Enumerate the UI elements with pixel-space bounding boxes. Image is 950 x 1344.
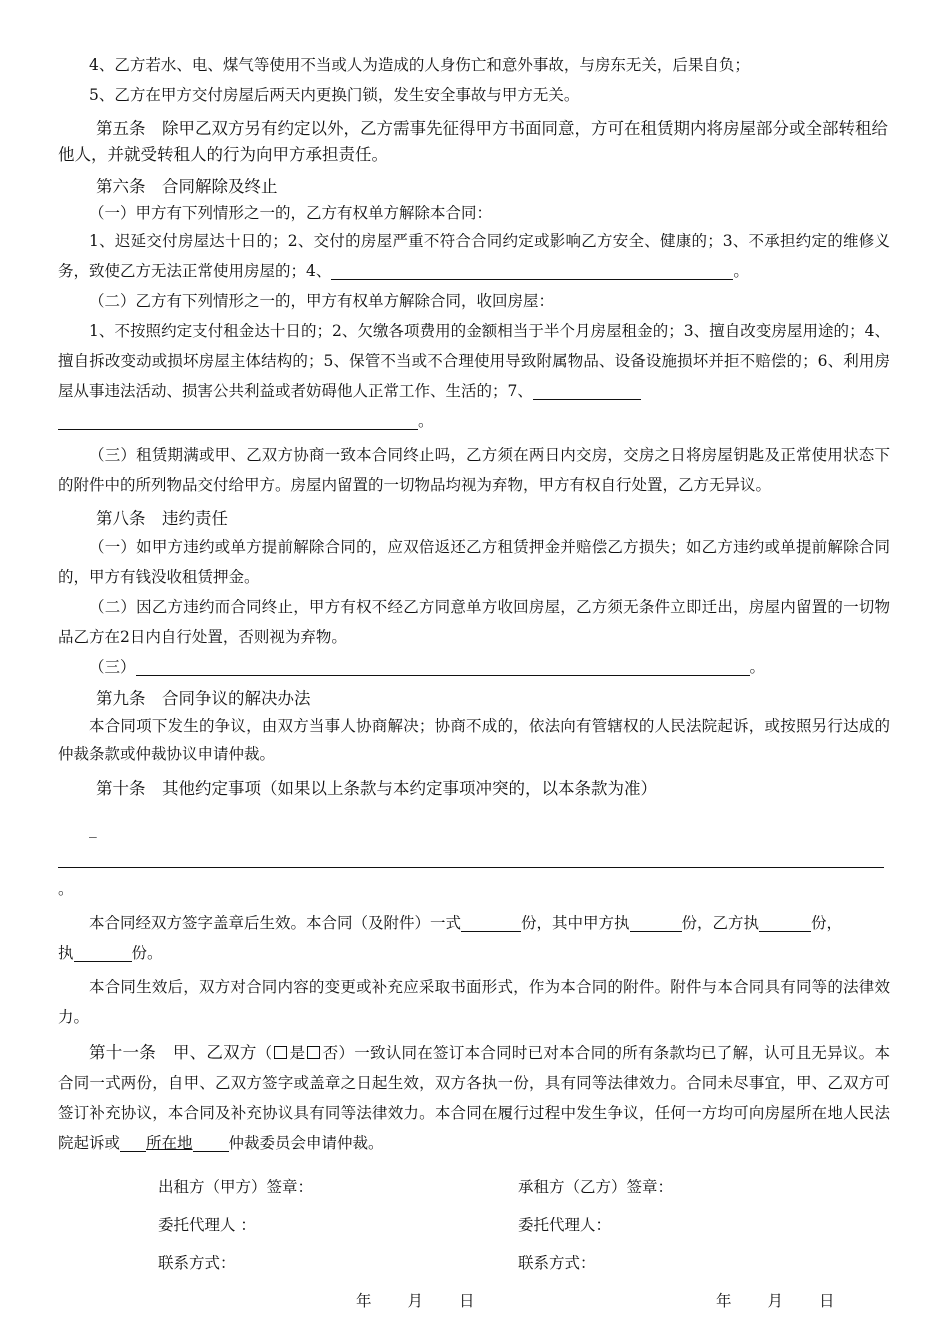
blank-line <box>331 261 733 280</box>
blank-line <box>461 913 521 932</box>
amendment-clause: 本合同生效后，双方对合同内容的变更或补充应采取书面形式，作为本合同的附件。附件与本合同具有同等的法律效力。 <box>58 978 890 1026</box>
lessor-agent-label: 委托代理人 ： <box>158 1216 256 1234</box>
article-6-section-2-text: 1、不按照约定支付租金达十日的；2、欠缴各项费用的金额相当于半个月房屋租金的；3、擅自改变房屋用途的；4、擅自拆改变动或损坏房屋主体结构的；5、保管不当或不合理使用导致附属物品、设备设施损坏并拒不赔偿的；6、利用房屋从事违法活动、损害公共利益或者妨碍他人正常工作、生活的；7、 。 <box>58 322 890 430</box>
signature-row <box>58 1168 890 1206</box>
agent-row <box>58 1206 890 1244</box>
article-5: 第五条 除甲乙双方另有约定以外，乙方需事先征得甲方书面同意，方可在租赁期内将房屋部分或全部转租给他人，并就受转租人的行为向甲方承担责任。 <box>58 119 888 164</box>
lessee-agent-label: 委托代理人： <box>518 1216 612 1234</box>
copies-clause: 本合同经双方签字盖章后生效。本合同（及附件）一式 份，其中甲方执 份，乙方执 份， 执 份。 <box>58 914 843 962</box>
lessee-date: 年 月 日 <box>716 1292 835 1310</box>
article-10-blank: 。 <box>58 844 890 904</box>
lessee-signature-label: 承租方（乙方）签章： <box>518 1178 674 1196</box>
article-8-section-2: （二）因乙方违约而合同终止，甲方有权不经乙方同意单方收回房屋，乙方须无条件立即迁出，房屋内留置的一切物品乙方在2日内自行处置，否则视为弃物。 <box>58 598 890 646</box>
blank-line <box>120 1133 146 1152</box>
clause-item-5: 5、乙方在甲方交付房屋后两天内更换门锁，发生安全事故与甲方无关。 <box>89 86 580 104</box>
arbitration-place: 所在地 <box>146 1134 193 1152</box>
signature-block <box>58 1168 890 1320</box>
checkbox-no[interactable] <box>307 1046 320 1059</box>
date-row <box>58 1282 890 1320</box>
blank-line <box>136 657 750 676</box>
article-6-section-1-heading: （一）甲方有下列情形之一的，乙方有权单方解除本合同： <box>89 204 493 222</box>
article-11: 第十一条 甲、乙双方（ 是 否）一致认同在签订本合同时已对本合同的所有条款均已了解，认可且无异议。本合同一式两份，自甲、乙双方签字或盖章之日起生效，双方各执一份，具有同等法律效力。合同未尽事宜，甲、乙双方可签订补充协议，本合同及补充协议具有同等法律效力。本合同在履行过程中发生争议，任何一方均可向房屋所在地人民法院起诉或 所在地 仲裁委员会申请仲裁。 <box>58 1043 890 1152</box>
article-8-title: 第八条 违约责任 <box>96 509 228 528</box>
blank-line <box>58 411 418 430</box>
blank-line <box>759 913 811 932</box>
blank-line <box>58 849 884 868</box>
article-8-section-3: （三） 。 <box>89 658 766 676</box>
lessee-contact-label: 联系方式： <box>518 1254 596 1272</box>
lessor-signature-label: 出租方（甲方）签章： <box>158 1178 314 1196</box>
article-6-section-1-text: 1、迟延交付房屋达十日的；2、交付的房屋严重不符合合同约定或影响乙方安全、健康的；3、不承担约定的维修义务，致使乙方无法正常使用房屋的；4、 。 <box>58 232 890 280</box>
contact-row <box>58 1244 890 1282</box>
article-6-section-3: （三）租赁期满或甲、乙双方协商一致本合同终止吗，乙方须在两日内交房，交房之日将房屋钥匙及正常使用状态下的附件中的所列物品交付给甲方。房屋内留置的一切物品均视为弃物，甲方有权自行处置，乙方无异议。 <box>58 446 890 494</box>
article-6-section-2-heading: （二）乙方有下列情形之一的，甲方有权单方解除合同，收回房屋： <box>89 292 555 310</box>
article-6-title: 第六条 合同解除及终止 <box>96 177 278 196</box>
article-10-title: 第十条 其他约定事项（如果以上条款与本约定事项冲突的，以本条款为准） <box>96 779 657 798</box>
contract-page <box>58 50 890 1320</box>
lessor-contact-label: 联系方式： <box>158 1254 236 1272</box>
lessor-date: 年 月 日 <box>356 1292 475 1310</box>
article-8-section-1: （一）如甲方违约或单方提前解除合同的，应双倍返还乙方租赁押金并赔偿乙方损失；如乙方违约或单提前解除合同的，甲方有钱没收租赁押金。 <box>58 538 890 586</box>
article-10-dash: _ <box>89 820 97 838</box>
clause-item-4: 4、乙方若水、电、煤气等使用不当或人为造成的人身伤亡和意外事故，与房东无关，后果自负； <box>89 56 750 74</box>
blank-line <box>193 1133 229 1152</box>
blank-line <box>74 943 132 962</box>
article-9-title: 第九条 合同争议的解决办法 <box>96 689 311 708</box>
checkbox-yes[interactable] <box>274 1046 287 1059</box>
blank-line <box>533 381 641 400</box>
blank-line <box>630 913 682 932</box>
article-9-text: 本合同项下发生的争议，由双方当事人协商解决；协商不成的，依法向有管辖权的人民法院起诉，或按照另行达成的仲裁条款或仲裁协议申请仲裁。 <box>58 717 890 763</box>
